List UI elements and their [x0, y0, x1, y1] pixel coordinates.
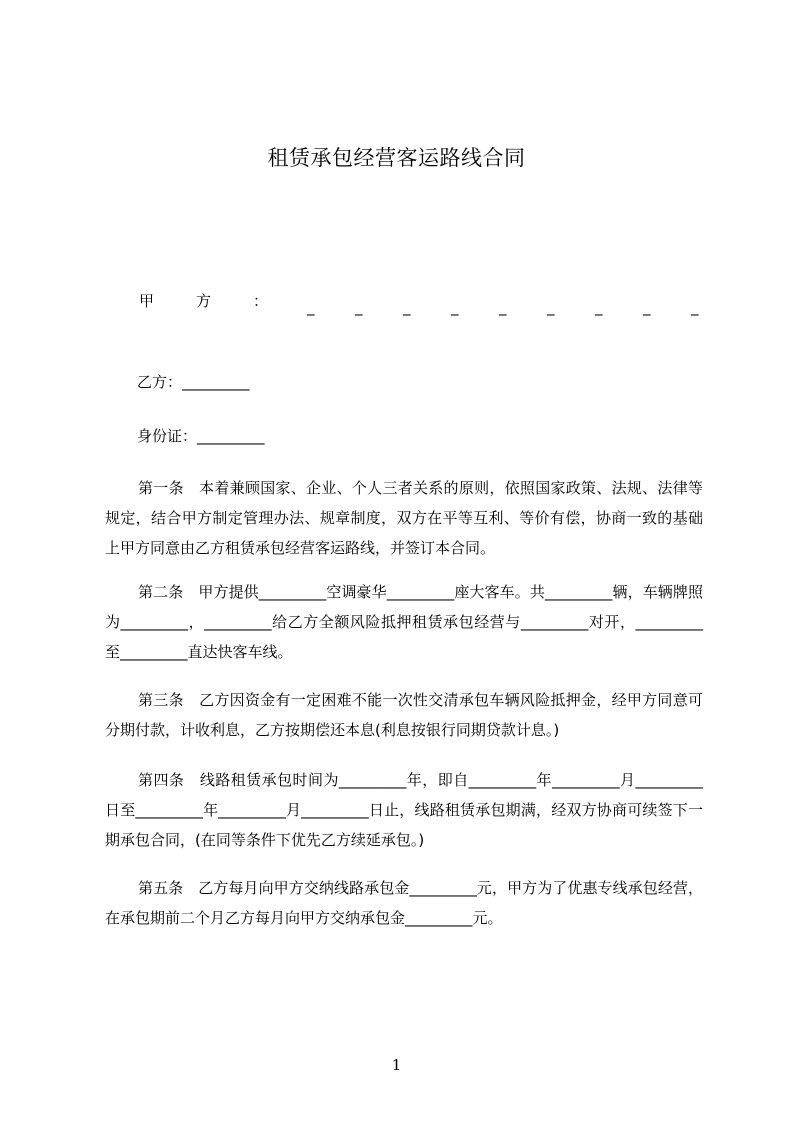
party-a-blank: _ — [691, 298, 699, 316]
article-4: 第四条 线路租赁承包时间为_________年，即自_________年_________月_________日至_________年_________月_________日止，线路租赁承包期满，经双方协商可续签下一期承包合同，(在同等条件下优先乙方续延承包。) — [105, 771, 703, 849]
article-1: 第一条 本着兼顾国家、企业、个人三者关系的原则，依照国家政策、法规、法律等规定，结合甲方制定管理办法、规章制度，双方在平等互利、等价有偿，协商一致的基础上甲方同意由乙方租赁承包经营客运路线，并签订本合同。 — [105, 479, 703, 557]
party-a-blank: _ — [547, 298, 555, 316]
article-3: 第三条 乙方因资金有一定困难不能一次性交清承包车辆风险抵押金，经甲方同意可分期付款，计收利息，乙方按期偿还本息(利息按银行同期贷款计息。) — [105, 691, 703, 739]
party-a-blank: _ — [499, 298, 507, 316]
party-a-blank: _ — [403, 298, 411, 316]
id-card-line: 身份证：_________ — [137, 427, 265, 445]
party-a-blank: _ — [451, 298, 459, 316]
page-number: 1 — [391, 1056, 402, 1074]
party-a-blank: _ — [643, 298, 651, 316]
party-a-blank: _ — [307, 298, 315, 316]
article-5: 第五条 乙方每月向甲方交纳线路承包金_________元，甲方为了优惠专线承包经营，在承包期前二个月乙方每月向甲方交纳承包金_________元。 — [105, 879, 703, 927]
party-a-line — [139, 290, 701, 314]
party-b-line: 乙方：_________ — [137, 373, 250, 391]
party-a-blank: _ — [595, 298, 603, 316]
party-a-colon: ： — [253, 292, 269, 310]
party-a-blank: _ — [355, 298, 363, 316]
article-2: 第二条 甲方提供_________空调豪华_________座大客车。共_________辆，车辆牌照为_________，_________给乙方全额风险抵押租赁承包经营与_________对开，_________至_________直达快客车线。 — [105, 583, 703, 661]
document-title: 租赁承包经营客运路线合同 — [267, 146, 526, 170]
party-a-label-char2: 方 — [196, 292, 212, 310]
party-a-label-char1: 甲 — [139, 292, 155, 310]
